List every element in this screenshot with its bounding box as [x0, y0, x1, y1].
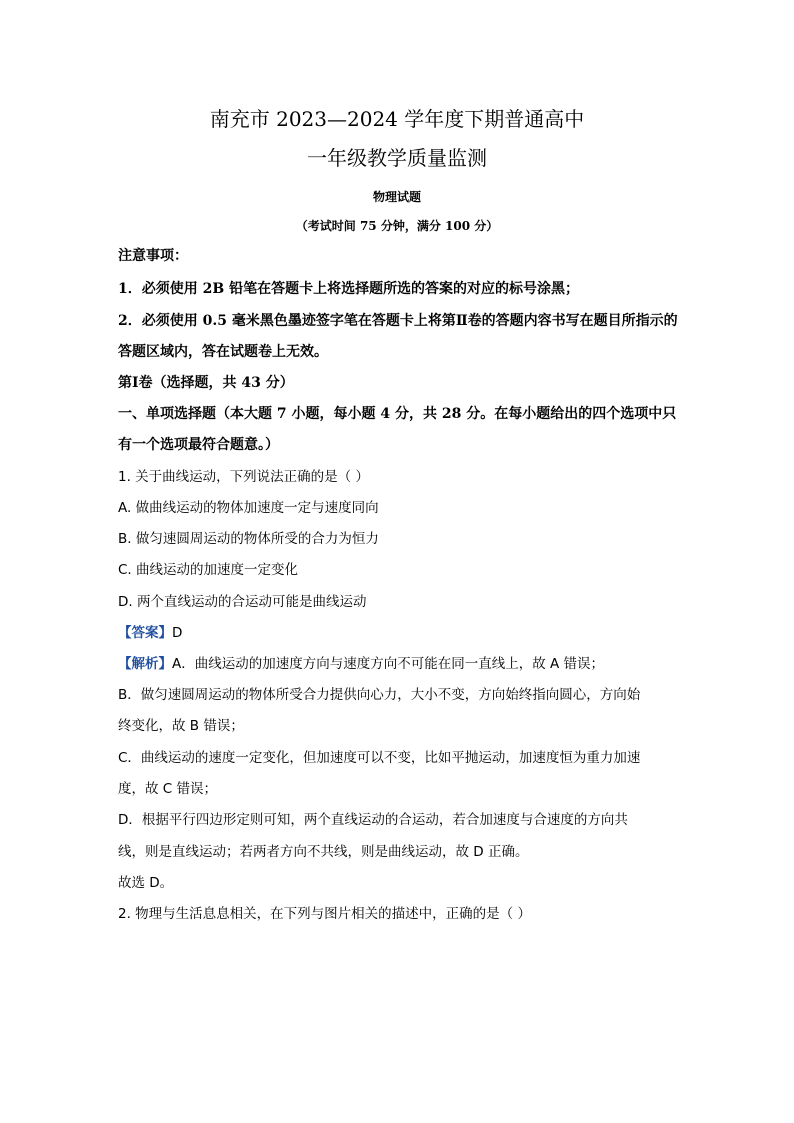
analysis-d-line2: 线，则是直线运动；若两者方向不共线，则是曲线运动，故 D 正确。 [118, 844, 529, 860]
analysis-c-line2: 度，故 C 错误； [118, 781, 218, 797]
question-2-stem: 2. 物理与生活息息相关，在下列与图片相关的描述中，正确的是（ ） [118, 906, 531, 922]
question-1-stem: 1. 关于曲线运动，下列说法正确的是（ ） [118, 469, 369, 485]
exam-info: （考试时间 75 分钟，满分 100 分） [295, 219, 499, 233]
question-1-option-d: D. 两个直线运动的合运动可能是曲线运动 [118, 594, 367, 610]
notice-item-2-line2: 答题区域内，答在试题卷上无效。 [118, 344, 328, 360]
analysis-b-line1: B．做匀速圆周运动的物体所受合力提供向心力，大小不变，方向始终指向圆心，方向始 [118, 687, 641, 703]
page-title-line1: 南充市 2023—2024 学年度下期普通高中 [209, 107, 585, 131]
analysis-b-line2: 终变化，故 B 错误； [118, 718, 244, 734]
analysis-d-line1: D．根据平行四边形定则可知，两个直线运动的合运动，若合加速度与合速度的方向共 [118, 812, 628, 828]
answer-tag: 【答案】 [118, 625, 172, 641]
page-title-line2: 一年级教学质量监测 [307, 146, 487, 170]
notice-item-2-line1: 2．必须使用 0.5 毫米黑色墨迹签字笔在答题卡上将第Ⅱ卷的答题内容书写在题目所指示的 [118, 313, 678, 329]
part-title: 第Ⅰ卷（选择题，共 43 分） [118, 375, 294, 391]
notice-heading: 注意事项： [118, 248, 188, 264]
section-heading-line2: 有一个选项最符合题意。） [118, 437, 279, 453]
subject-title: 物理试题 [372, 190, 421, 204]
question-1-option-b: B. 做匀速圆周运动的物体所受的合力为恒力 [118, 531, 379, 547]
analysis-a: A．曲线运动的加速度方向与速度方向不可能在同一直线上，故 A 错误； [172, 656, 605, 672]
answer-line [118, 623, 182, 643]
analysis-c-line1: C．曲线运动的速度一定变化，但加速度可以不变，比如平抛运动，加速度恒为重力加速 [118, 750, 641, 766]
analysis-line-a [118, 654, 604, 674]
analysis-tag: 【解析】 [118, 656, 172, 672]
analysis-conclusion: 故选 D。 [118, 875, 174, 891]
question-1-option-c: C. 曲线运动的加速度一定变化 [118, 562, 299, 578]
question-1-option-a: A. 做曲线运动的物体加速度一定与速度同向 [118, 500, 379, 516]
notice-item-1: 1．必须使用 2B 铅笔在答题卡上将选择题所选的答案的对应的标号涂黑； [118, 281, 580, 297]
section-heading-line1: 一、单项选择题（本大题 7 小题，每小题 4 分，共 28 分。在每小题给出的四个选项中只 [118, 406, 677, 422]
answer-value: D [172, 625, 183, 641]
